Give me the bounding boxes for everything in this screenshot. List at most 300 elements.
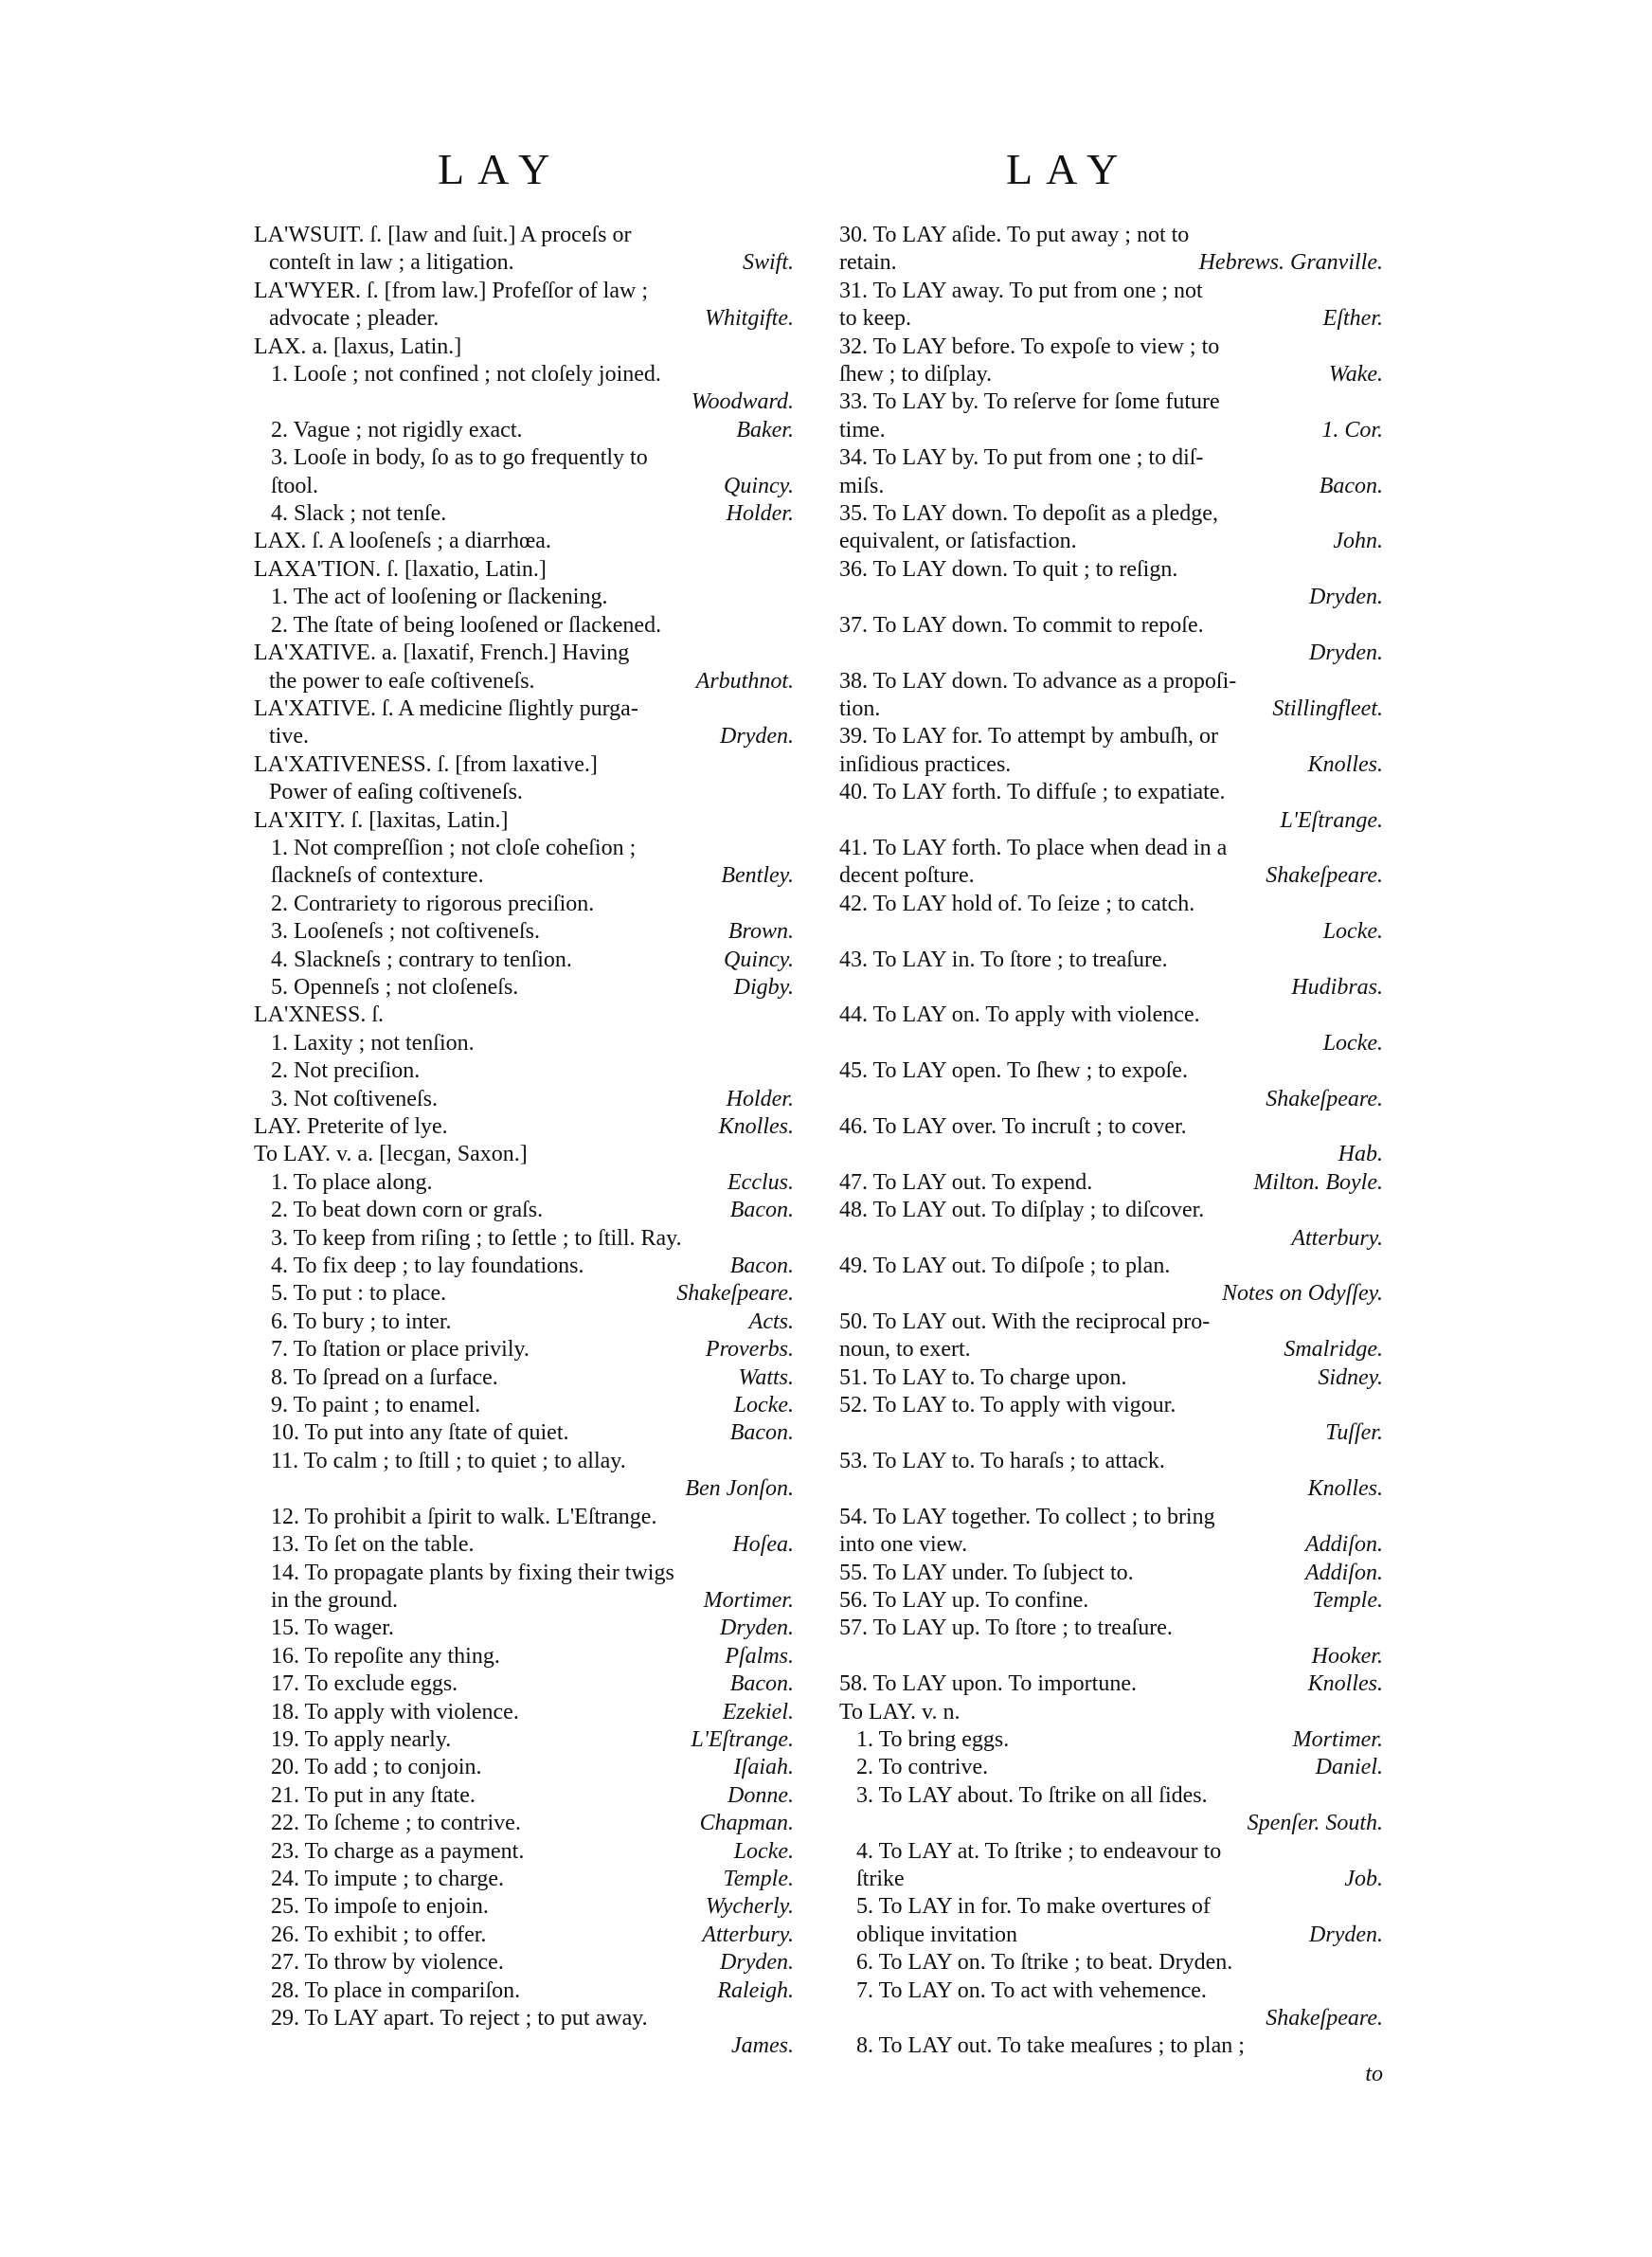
entry-attribution: Arbuthnot.: [695, 668, 794, 694]
dictionary-entry: [839, 278, 1383, 334]
entry-line: [839, 1002, 1383, 1029]
entry-attribution: Locke.: [733, 1393, 794, 1418]
entry-text: decent poſture.: [839, 863, 975, 889]
entry-line: [839, 947, 1383, 974]
dictionary-entry: [254, 1893, 794, 1921]
entry-text: 2. To beat down corn or graſs.: [271, 1198, 544, 1223]
entry-attribution: Ben Jonſon.: [685, 1476, 794, 1502]
entry-text: to keep.: [839, 306, 911, 332]
entry-line: [839, 891, 1383, 918]
entry-attribution: Dryden.: [1309, 641, 1383, 666]
entry-attribution: Raleigh.: [717, 1977, 794, 2003]
entry-line: [254, 1587, 794, 1615]
entry-text: noun, to exert.: [839, 1337, 971, 1363]
entry-attribution: Bacon.: [729, 1254, 794, 1279]
entry-text: LA'WSUIT. ſ. [law and ſuit.] A proceſs or: [254, 223, 632, 247]
entry-line: [839, 1504, 1383, 1531]
entry-attribution: Holder.: [726, 501, 794, 527]
entry-attribution: Iſaiah.: [733, 1755, 794, 1780]
entry-text: 50. To LAY out. With the reciprocal pro-: [839, 1309, 1211, 1334]
entry-text: 16. To repoſite any thing.: [271, 1643, 500, 1669]
dictionary-entry: [254, 361, 794, 417]
entry-text: 32. To LAY before. To expoſe to view ; to: [839, 334, 1220, 359]
dictionary-entry: [839, 1560, 1383, 1587]
entry-text: 1. The act of looſening or ſlackening.: [271, 585, 608, 610]
entry-text: equivalent, or ſatisfaction.: [839, 529, 1077, 554]
entry-line: [839, 417, 1383, 444]
entry-attribution: Dryden.: [1309, 1922, 1383, 1947]
entry-text: 23. To charge as a payment.: [271, 1838, 525, 1864]
dictionary-entry: [254, 334, 794, 361]
dictionary-entry: [254, 1504, 794, 1531]
dictionary-entry: [254, 1448, 794, 1504]
entry-line: [254, 473, 794, 500]
dictionary-entry: [839, 1754, 1383, 1781]
entry-text: 8. To LAY out. To take meaſures ; to plan ;: [856, 2033, 1245, 2059]
entry-text: 47. To LAY out. To expend.: [839, 1169, 1093, 1195]
entry-line: [839, 1364, 1383, 1392]
entry-line: [254, 249, 794, 277]
entry-line: [254, 1699, 794, 1726]
entry-line: [254, 779, 794, 806]
dictionary-entry: [254, 1699, 794, 1726]
entry-text: 36. To LAY down. To quit ; to reſign.: [839, 556, 1178, 582]
entry-line: [839, 1587, 1383, 1615]
entry-text: 7. To ſtation or place privily.: [271, 1337, 530, 1363]
dictionary-entry: [254, 1253, 794, 1280]
dictionary-entry: [839, 500, 1383, 556]
entry-line: [839, 1336, 1383, 1363]
entry-text: 1. To place along.: [271, 1169, 433, 1195]
entry-attribution: Watts.: [738, 1364, 794, 1390]
entry-text: 45. To LAY open. To ſhew ; to expoſe.: [839, 1058, 1188, 1084]
entry-attribution: to: [1365, 2061, 1383, 2086]
dictionary-entry: [839, 1670, 1383, 1698]
entry-line: [254, 695, 794, 723]
dictionary-entry: [839, 1977, 1383, 2033]
dictionary-entry: [254, 891, 794, 918]
dictionary-entry: [254, 1057, 794, 1085]
entry-line: [839, 1615, 1383, 1642]
entry-text: the power to eaſe coſtiveneſs.: [269, 668, 535, 694]
entry-line: [254, 1336, 794, 1363]
entry-line: [839, 1782, 1383, 1810]
entry-line: [839, 1699, 1383, 1726]
dictionary-entry: [839, 1782, 1383, 1838]
entry-attribution: Knolles.: [1307, 1671, 1383, 1697]
dictionary-entry: [839, 1364, 1383, 1392]
dictionary-entry: [254, 584, 794, 611]
entry-attribution: Bacon.: [729, 1198, 794, 1223]
entry-attribution: Hooker.: [1311, 1643, 1383, 1669]
dictionary-entry: [839, 947, 1383, 1002]
dictionary-entry: [839, 835, 1383, 891]
entry-line: [254, 1253, 794, 1280]
dictionary-entry: [254, 1670, 794, 1698]
entry-line: [254, 444, 794, 472]
dictionary-entry: [254, 695, 794, 751]
dictionary-entry: [839, 612, 1383, 668]
entry-text: 5. Openneſs ; not cloſeneſs.: [271, 974, 519, 1000]
dictionary-entry: [254, 1531, 794, 1559]
entry-attribution: Daniel.: [1315, 1755, 1383, 1780]
entry-text: LA'XATIVE. ſ. A medicine ſlightly purga-: [254, 695, 638, 721]
entry-line: [839, 779, 1383, 806]
entry-text: 4. To LAY at. To ſtrike ; to endeavour to: [856, 1838, 1222, 1864]
entry-attribution: Dryden.: [720, 724, 794, 749]
entry-attribution: Stillingfleet.: [1272, 695, 1383, 721]
entry-text: 19. To apply nearly.: [271, 1726, 452, 1752]
entry-line: [254, 305, 794, 333]
right-column: [839, 222, 1383, 2088]
entry-text: 1. Laxity ; not tenſion.: [271, 1030, 475, 1056]
entry-line: [839, 388, 1383, 416]
entry-attribution: James.: [731, 2033, 794, 2059]
dictionary-entry: [254, 1977, 794, 2005]
entry-text: in the ground.: [271, 1587, 398, 1613]
entry-text: LAY. Preterite of lye.: [254, 1114, 448, 1139]
entry-line: [839, 305, 1383, 333]
entry-text: 34. To LAY by. To put from one ; to diſ-: [839, 445, 1204, 471]
dictionary-entry: [839, 1448, 1383, 1504]
entry-attribution: Bacon.: [729, 1671, 794, 1697]
entry-attribution: Hudibras.: [1291, 974, 1383, 1000]
dictionary-entry: [839, 444, 1383, 500]
entry-text: 15. To wager.: [271, 1616, 394, 1641]
entry-line: [839, 751, 1383, 779]
entry-attribution: Wake.: [1328, 362, 1383, 388]
entry-line: [839, 723, 1383, 750]
entry-attribution: Locke.: [733, 1838, 794, 1864]
entry-text: 31. To LAY away. To put from one ; not: [839, 278, 1203, 303]
dictionary-entry: [839, 1002, 1383, 1057]
entry-attribution: Chapman.: [699, 1811, 794, 1836]
entry-attribution: Brown.: [727, 919, 794, 945]
entry-attribution: Shakeſpeare.: [1266, 1086, 1383, 1111]
entry-line: [254, 1141, 794, 1168]
entry-text: 40. To LAY forth. To diffuſe ; to expatiate.: [839, 780, 1226, 805]
entry-line: [839, 1670, 1383, 1698]
entry-line: [254, 891, 794, 918]
entry-text: 1. To bring eggs.: [856, 1726, 1010, 1752]
entry-text: LAX. a. [laxus, Latin.]: [254, 334, 462, 359]
page-header-left: LAY: [438, 145, 564, 193]
entry-text: 20. To add ; to conjoin.: [271, 1755, 482, 1780]
dictionary-entry: [254, 640, 794, 695]
entry-text: 2. Contrariety to rigorous preciſion.: [271, 891, 595, 916]
dictionary-entry: [254, 1364, 794, 1392]
entry-attribution: Baker.: [736, 417, 794, 442]
entry-text: 14. To propagate plants by fixing their twigs: [271, 1560, 674, 1585]
entry-text: To LAY. v. a. [lecgan, Saxon.]: [254, 1142, 528, 1167]
entry-text: 3. Looſeneſs ; not coſtiveneſs.: [271, 919, 540, 945]
entry-text: LA'XITY. ſ. [laxitas, Latin.]: [254, 807, 509, 833]
dictionary-entry: [839, 779, 1383, 835]
entry-text: LAXA'TION. ſ. [laxatio, Latin.]: [254, 556, 547, 582]
entry-attribution: Mortimer.: [703, 1587, 794, 1613]
entry-text: 2. To contrive.: [856, 1755, 989, 1780]
dictionary-entry: [839, 1113, 1383, 1169]
entry-text: 4. Slackneſs ; contrary to tenſion.: [271, 947, 572, 972]
entry-attribution: Temple.: [1312, 1587, 1383, 1613]
entry-line: [254, 1838, 794, 1866]
dictionary-entry: [839, 1057, 1383, 1113]
entry-text: 28. To place in compariſon.: [271, 1977, 521, 2003]
entry-attribution: Hab.: [1338, 1142, 1383, 1167]
entry-text: 7. To LAY on. To act with vehemence.: [856, 1977, 1207, 2003]
entry-line: [254, 584, 794, 611]
entry-line: [839, 556, 1383, 584]
entry-line: [839, 222, 1383, 249]
entry-line: [839, 1922, 1383, 1949]
entry-line: [254, 1670, 794, 1698]
dictionary-entry: [839, 388, 1383, 444]
entry-attribution: Wycherly.: [705, 1894, 794, 1920]
entry-line: [254, 1810, 794, 1837]
entry-text: LA'WYER. ſ. [from law.] Profeſſor of law ;: [254, 278, 648, 303]
dictionary-entry: [254, 1643, 794, 1670]
dictionary-entry: [839, 891, 1383, 947]
entry-line: [254, 278, 794, 305]
entry-attribution: Knolles.: [718, 1114, 794, 1139]
entry-line: [254, 1169, 794, 1197]
entry-text: 6. To LAY on. To ſtrike ; to beat. Dryden.: [856, 1950, 1233, 1976]
entry-text: 25. To impoſe to enjoin.: [271, 1894, 489, 1920]
dictionary-entry: [254, 222, 794, 278]
entry-attribution: Milton. Boyle.: [1253, 1169, 1383, 1195]
entry-attribution: Proverbs.: [705, 1337, 794, 1363]
entry-line: [254, 1643, 794, 1670]
dictionary-entry: [254, 947, 794, 974]
entry-line: [839, 1113, 1383, 1141]
dictionary-entry: [254, 1197, 794, 1224]
entry-attribution: Mortimer.: [1292, 1726, 1383, 1752]
entry-attribution: Smalridge.: [1284, 1337, 1383, 1363]
entry-attribution: Quincy.: [724, 473, 794, 498]
entry-line: [254, 1309, 794, 1336]
entry-text: 1. Not compreſſion ; not cloſe coheſion ;: [271, 835, 637, 860]
entry-attribution: Job.: [1344, 1866, 1383, 1891]
entry-line: [254, 528, 794, 555]
entry-line: [839, 1838, 1383, 1866]
dictionary-entry: [254, 500, 794, 528]
entry-line: [254, 222, 794, 249]
entry-text: 9. To paint ; to enamel.: [271, 1393, 481, 1418]
entry-line: [839, 668, 1383, 695]
entry-line: [839, 2032, 1383, 2060]
dictionary-entry: [254, 974, 794, 1002]
dictionary-entry: [839, 1699, 1383, 1726]
dictionary-entry: [839, 2032, 1383, 2088]
entry-line: [254, 947, 794, 974]
entry-attribution: Acts.: [748, 1309, 794, 1334]
dictionary-entry: [254, 556, 794, 584]
entry-attribution: Knolles.: [1307, 1476, 1383, 1502]
entry-text: 1. Looſe ; not confined ; not cloſely joined.: [271, 362, 661, 388]
entry-line: [839, 278, 1383, 305]
dictionary-entry: [254, 2005, 794, 2061]
entry-text: 18. To apply with violence.: [271, 1699, 519, 1724]
entry-line: [839, 249, 1383, 277]
dictionary-entry: [254, 1392, 794, 1419]
dictionary-entry: [254, 807, 794, 835]
entry-line: [254, 612, 794, 640]
left-column: [254, 222, 794, 2061]
entry-line: [254, 1364, 794, 1392]
entry-line: [839, 695, 1383, 723]
entry-text: 3. Not coſtiveneſs.: [271, 1086, 438, 1111]
entry-line: [839, 1169, 1383, 1197]
entry-line: [254, 2005, 794, 2032]
entry-line: [839, 1726, 1383, 1754]
entry-text: 38. To LAY down. To advance as a propoſi-: [839, 668, 1237, 694]
page-header-right: LAY: [1006, 145, 1132, 193]
entry-attribution: Shakeſpeare.: [1266, 863, 1383, 889]
dictionary-entry: [839, 1169, 1383, 1197]
entry-line: [839, 835, 1383, 862]
entry-attribution: Dryden.: [1309, 585, 1383, 610]
entry-line: [254, 1531, 794, 1559]
entry-line: [839, 444, 1383, 472]
dictionary-entry: [839, 1392, 1383, 1448]
entry-attribution: Addiſon.: [1305, 1532, 1383, 1558]
entry-attribution: Temple.: [723, 1866, 794, 1891]
entry-line: [254, 1197, 794, 1224]
entry-text: 3. Looſe in body, ſo as to go frequently to: [271, 445, 648, 471]
entry-attribution: Bacon.: [729, 1420, 794, 1446]
entry-text: 21. To put in any ſtate.: [271, 1782, 476, 1808]
entry-text: 30. To LAY aſide. To put away ; not to: [839, 223, 1190, 247]
entry-line: [254, 1002, 794, 1029]
entry-attribution: Bentley.: [721, 863, 794, 889]
dictionary-entry: [254, 1002, 794, 1029]
entry-line: [839, 1949, 1383, 1977]
dictionary-entry: [254, 417, 794, 444]
dictionary-entry: [254, 1419, 794, 1447]
entry-line: [839, 1309, 1383, 1336]
entry-attribution: John.: [1333, 529, 1383, 554]
entry-attribution: Donne.: [727, 1782, 794, 1808]
dictionary-entry: [254, 1810, 794, 1837]
entry-attribution: Locke.: [1322, 919, 1383, 945]
entry-text: retain.: [839, 250, 897, 276]
entry-text: 29. To LAY apart. To reject ; to put away.: [271, 2006, 648, 2031]
entry-text: 43. To LAY in. To ſtore ; to treaſure.: [839, 947, 1168, 972]
dictionary-entry: [254, 1225, 794, 1253]
dictionary-entry: [839, 1615, 1383, 1670]
entry-text: 39. To LAY for. To attempt by ambuſh, or: [839, 724, 1218, 749]
dictionary-entry: [254, 1782, 794, 1810]
entry-attribution: L'Eſtrange.: [1280, 807, 1383, 833]
dictionary-entry: [839, 1309, 1383, 1364]
dictionary-entry: [254, 1309, 794, 1336]
dictionary-entry: [254, 1838, 794, 1866]
dictionary-entry: [254, 751, 794, 807]
entry-text: 5. To LAY in for. To make overtures of: [856, 1894, 1211, 1920]
entry-text: miſs.: [839, 473, 885, 498]
dictionary-entry: [254, 612, 794, 640]
entry-text: 3. To keep from riſing ; to ſettle ; to ſtill. Ray.: [271, 1225, 682, 1251]
entry-attribution: Shakeſpeare.: [1266, 2006, 1383, 2031]
entry-text: 46. To LAY over. To incruſt ; to cover.: [839, 1114, 1187, 1139]
entry-text: ſtrike: [856, 1866, 905, 1891]
dictionary-entry: [839, 1893, 1383, 1949]
entry-text: 2. Vague ; not rigidly exact.: [271, 417, 523, 442]
entry-text: 42. To LAY hold of. To ſeize ; to catch.: [839, 891, 1195, 916]
dictionary-entry: [254, 1615, 794, 1642]
dictionary-entry: [254, 1922, 794, 1949]
entry-text: 49. To LAY out. To diſpoſe ; to plan.: [839, 1254, 1171, 1279]
entry-line: [254, 1057, 794, 1085]
entry-attribution: Bacon.: [1319, 473, 1383, 498]
entry-text: ſtool.: [271, 473, 319, 498]
entry-line: [254, 1949, 794, 1977]
dictionary-entry: [254, 1280, 794, 1308]
entry-line: [254, 500, 794, 528]
entry-text: into one view.: [839, 1532, 968, 1558]
entry-line: [254, 640, 794, 667]
entry-line: [254, 862, 794, 890]
entry-line: [254, 1754, 794, 1781]
entry-line: [839, 1866, 1383, 1893]
dictionary-entry: [839, 1253, 1383, 1309]
entry-attribution: Eſther.: [1322, 306, 1383, 332]
entry-text: LAX. ſ. A looſeneſs ; a diarrhœa.: [254, 529, 551, 554]
dictionary-entry: [254, 1866, 794, 1893]
dictionary-entry: [839, 1838, 1383, 1894]
entry-text: 53. To LAY to. To haraſs ; to attack.: [839, 1448, 1165, 1473]
entry-attribution: Addiſon.: [1305, 1560, 1383, 1585]
entry-line: [254, 668, 794, 695]
entry-text: 52. To LAY to. To apply with vigour.: [839, 1393, 1176, 1418]
dictionary-entry: [254, 1949, 794, 1977]
entry-text: 6. To bury ; to inter.: [271, 1309, 452, 1334]
entry-text: 17. To exclude eggs.: [271, 1671, 458, 1697]
entry-line: [839, 473, 1383, 500]
dictionary-entry: [839, 1949, 1383, 1977]
entry-line: [254, 1113, 794, 1141]
entry-attribution: Ezekiel.: [722, 1699, 794, 1724]
entry-text: 44. To LAY on. To apply with violence.: [839, 1002, 1200, 1028]
entry-attribution: Woodward.: [691, 389, 794, 415]
entry-line: [254, 417, 794, 444]
dictionary-entry: [254, 1086, 794, 1113]
entry-attribution: Shakeſpeare.: [676, 1281, 794, 1307]
entry-text: 11. To calm ; to ſtill ; to quiet ; to allay.: [271, 1448, 626, 1473]
entry-text: 54. To LAY together. To collect ; to bring: [839, 1504, 1215, 1529]
dictionary-entry: [254, 835, 794, 891]
entry-attribution: Hoſea.: [732, 1532, 794, 1558]
entry-text: 12. To prohibit a ſpirit to walk. L'Eſtrange.: [271, 1504, 657, 1529]
entry-text: 3. To LAY about. To ſtrike on all ſides.: [856, 1782, 1208, 1808]
entry-text: 13. To ſet on the table.: [271, 1532, 475, 1558]
entry-text: 33. To LAY by. To reſerve for ſome future: [839, 389, 1220, 415]
entry-attribution: Knolles.: [1307, 751, 1383, 777]
entry-line: [839, 1977, 1383, 2005]
entry-text: 48. To LAY out. To diſplay ; to diſcover.: [839, 1198, 1205, 1223]
entry-attribution: 1. Cor.: [1321, 417, 1383, 442]
entry-line: [254, 1448, 794, 1475]
entry-attribution: Ecclus.: [727, 1169, 794, 1195]
entry-line: [254, 1615, 794, 1642]
entry-line: [254, 807, 794, 835]
dictionary-entry: [254, 528, 794, 555]
entry-line: [254, 1866, 794, 1893]
dictionary-entry: [254, 1030, 794, 1057]
entry-line: [254, 1392, 794, 1419]
dictionary-entry: [839, 556, 1383, 612]
entry-text: time.: [839, 417, 886, 442]
